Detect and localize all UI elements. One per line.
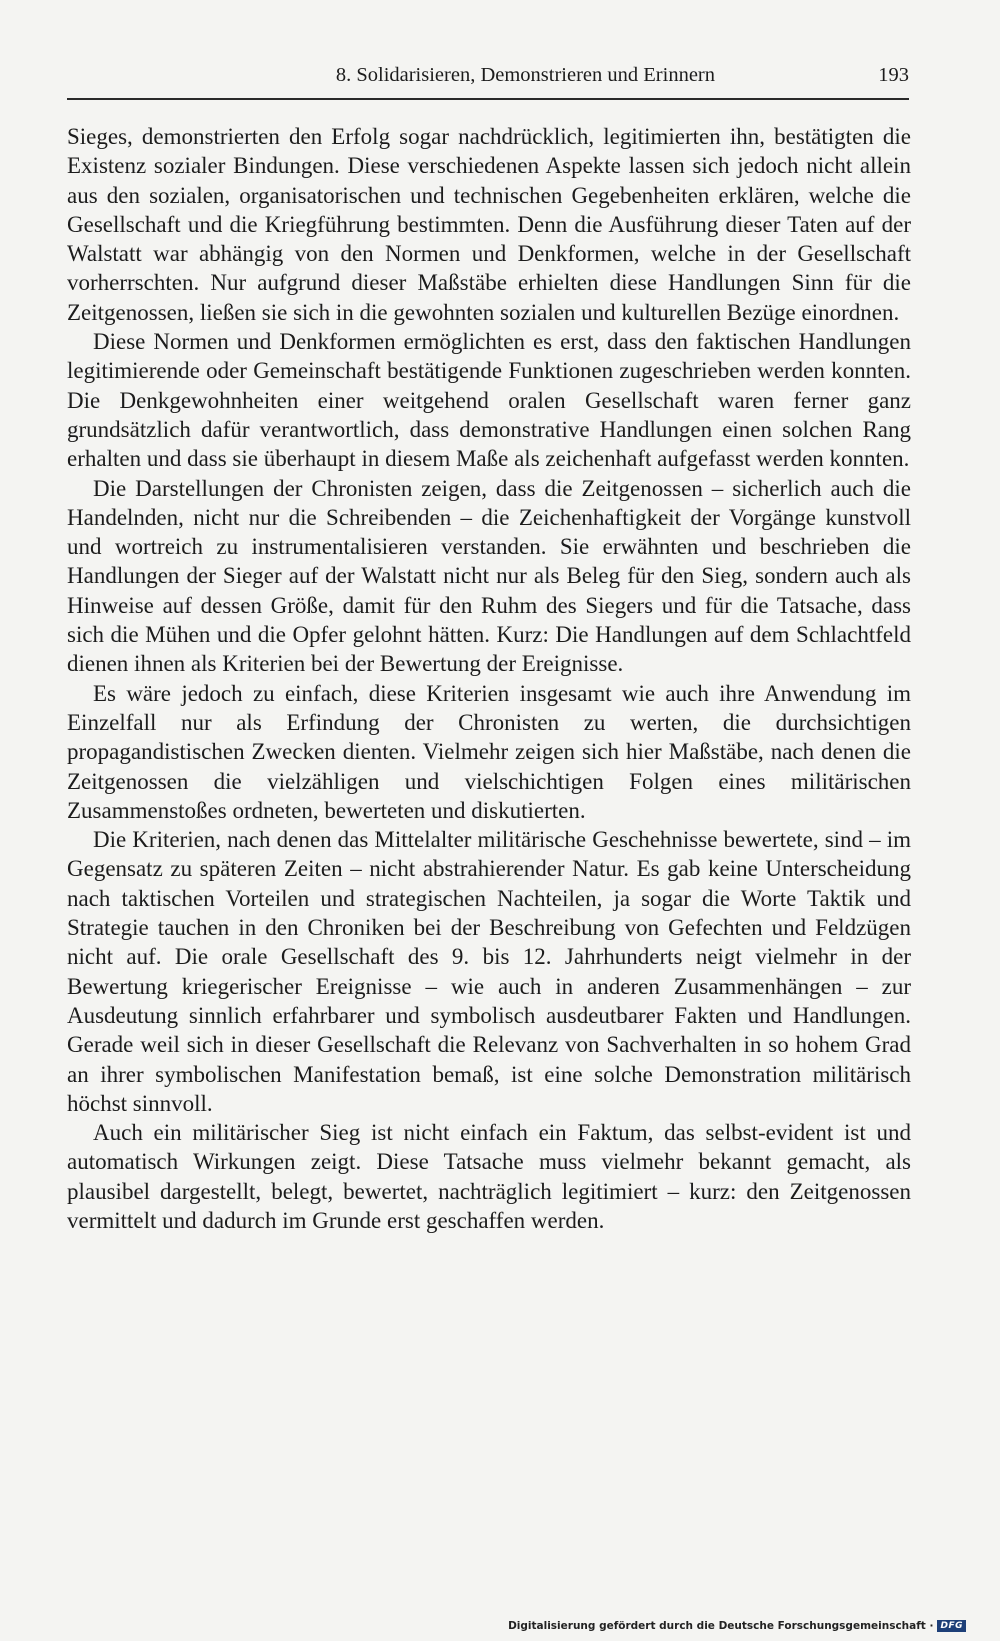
dfg-logo: DFG	[937, 1620, 966, 1632]
chapter-title: 8. Solidarisieren, Demonstrieren und Erinnern	[335, 64, 715, 86]
paragraph-4: Es wäre jedoch zu einfach, diese Kriterien insgesamt wie auch ihre Anwendung im Einzelfall nur als Erfindung der Chronisten zu werten, die durchsichtigen propagandistischen Zwecken dienten. Vielmehr zeigen sich hier Maßstäbe, nach denen die Zeitgenossen die vielzähligen und vielschichtigen Folgen eines militärischen Zusammenstoßes ordneten, bewerteten und diskutierten.	[67, 680, 911, 823]
paragraph-2: Diese Normen und Denkformen ermöglichten es erst, dass den faktischen Handlungen legitimierende oder Gemeinschaft bestätigende Funktionen zugeschrieben werden konnten. Die Denkgewohnheiten einer weitgehend oralen Gesellschaft waren ferner ganz grundsätzlich dafür verantwortlich, dass demonstrative Handlungen einen solchen Rang erhalten und dass sie überhaupt in diesem Maße als zeichenhaft aufgefasst werden konnten.	[67, 329, 911, 472]
paragraph-5: Die Kriterien, nach denen das Mittelalter militärische Geschehnisse bewertete, sind – im Gegensatz zu späteren Zeiten – nicht abstrahierender Natur. Es gab keine Unterscheidung nach taktischen Vorteilen und strategischen Nachteilen, ja sogar die Worte Taktik und Strategie tauchen in den Chroniken bei der Beschreibung von Gefechten und Feldzügen nicht auf. Die orale Gesellschaft des 9. bis 12. Jahrhunderts neigt vielmehr in der Bewertung kriegerischer Ereignisse – wie auch in anderen Zusammenhängen – zur Ausdeutung sinnlich erfahrbarer und symbolisch ausdeutbarer Fakten und Handlungen. Gerade weil sich in dieser Gesellschaft die Relevanz von Sachverhalten in so hohem Grad an ihrer symbolischen Manifestation bemaß, ist eine solche Demonstration militärisch höchst sinnvoll.	[67, 827, 911, 1116]
page-number: 193	[878, 64, 909, 86]
paragraph-1: Sieges, demonstrierten den Erfolg sogar nachdrücklich, legitimierten ihn, bestätigten die Existenz sozialer Bindungen. Diese verschiedenen Aspekte lassen sich jedoch nicht allein aus den sozialen, organisatorischen und technischen Gegebenheiten erklären, welche die Gesellschaft und die Kriegführung bestimmten. Denn die Ausführung dieser Taten auf der Walstatt war abhängig von den Normen und Denkformen, welche in der Gesellschaft vorherrschten. Nur aufgrund dieser Maßstäbe erhielten diese Handlungen Sinn für die Zeitgenossen, ließen sie sich in die gewohnten sozialen und kulturellen Bezüge einordnen.	[67, 124, 911, 325]
paragraph-6: Auch ein militärischer Sieg ist nicht einfach ein Faktum, das selbst-evident ist und automatisch Wirkungen zeigt. Diese Tatsache muss vielmehr bekannt gemacht, als plausibel dargestellt, belegt, bewertet, nachträglich legitimiert – kurz: den Zeitgenossen vermittelt und dadurch im Grunde erst geschaffen werden.	[67, 1120, 911, 1233]
running-header	[67, 64, 909, 100]
paragraph-3: Die Darstellungen der Chronisten zeigen, dass die Zeitgenossen – sicherlich auch die Handelnden, nicht nur die Schreibenden – die Zeichenhaftigkeit der Vorgänge kunstvoll und wortreich zu instrumentalisieren verstanden. Sie erwähnten und beschrieben die Handlungen der Sieger auf der Walstatt nicht nur als Beleg für den Sieg, sondern auch als Hinweise auf dessen Größe, damit für den Ruhm des Siegers und für die Tatsache, dass sich die Mühen und die Opfer gelohnt hätten. Kurz: Die Handlungen auf dem Schlachtfeld dienen ihnen als Kriterien bei der Bewertung der Ereignisse.	[67, 475, 911, 677]
credit-text: Digitalisierung gefördert durch die Deutsche Forschungsgemeinschaft ·	[508, 1620, 934, 1632]
digitization-credit	[508, 1617, 966, 1635]
body-text	[67, 122, 911, 1235]
